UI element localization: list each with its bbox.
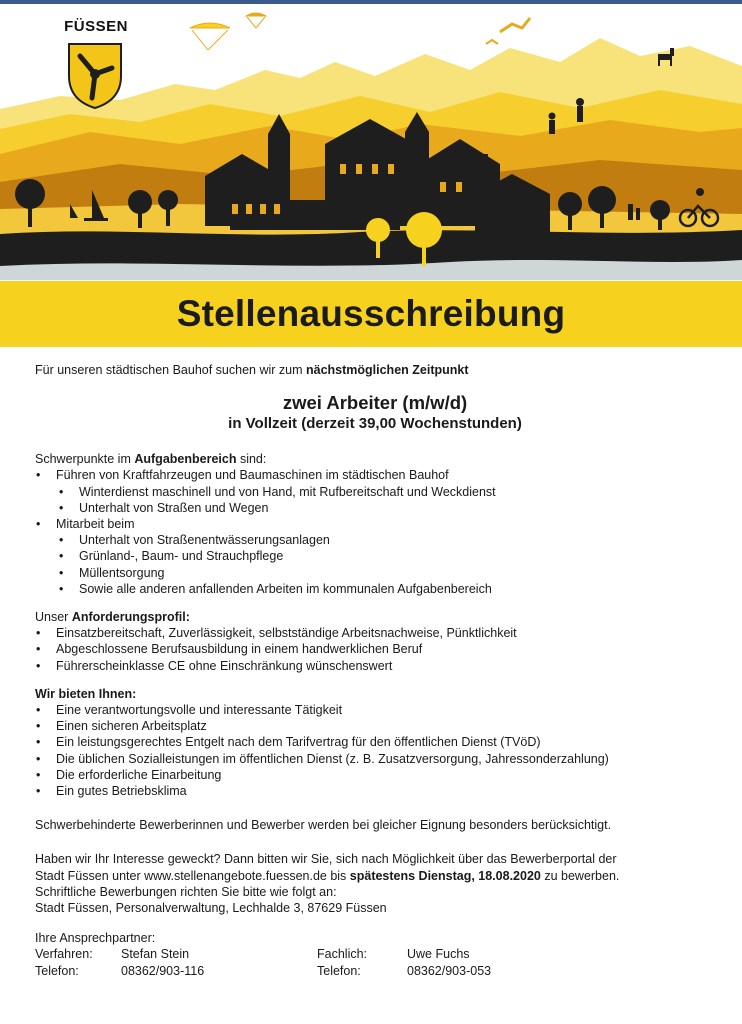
list-item: • Mitarbeit beim (35, 516, 715, 532)
list-item: • Die erforderliche Einarbeitung (35, 767, 715, 783)
phone-subject: 08362/903-053 (407, 963, 492, 978)
list-item: • Führerscheinklasse CE ohne Einschränkung wünschenswert (35, 658, 715, 674)
contacts-row-phones (35, 963, 715, 979)
apply-text-3: Schriftliche Bewerbungen richten Sie bitte wie folgt an: (35, 884, 337, 899)
name-procedure: Stefan Stein (121, 947, 190, 962)
coat-of-arms-icon (69, 44, 121, 108)
tasks-list (35, 467, 715, 483)
contacts-row-names (35, 946, 715, 962)
job-title-block (35, 392, 715, 433)
job-title: zwei Arbeiter (m/w/d) (282, 392, 468, 414)
tasks-heading: Schwerpunkte im Aufgabenbereich sind: (35, 452, 267, 467)
requirements-heading: Unser Anforderungsprofil: (35, 610, 190, 625)
apply-text-2: Stadt Füssen unter www.stellenangebote.fuessen.de bis spätestens Dienstag, 18.08.2020 zu bewerben. (35, 868, 620, 883)
tasks-sublist (35, 484, 715, 516)
name-subject: Uwe Fuchs (407, 947, 470, 962)
label-phone: Telefon: (35, 963, 79, 978)
job-posting-body (35, 362, 715, 979)
label-subject: Fachlich: (317, 947, 368, 962)
list-item: • Abgeschlossene Berufsausbildung in einem handwerklichen Beruf (35, 641, 715, 657)
job-hours: in Vollzeit (derzeit 39,00 Wochenstunden) (228, 415, 522, 433)
postal-address: Stadt Füssen, Personalverwaltung, Lechhalde 3, 87629 Füssen (35, 901, 387, 916)
list-item: • Müllentsorgung (35, 565, 715, 581)
list-item: • Einen sicheren Arbeitsplatz (35, 718, 715, 734)
landscape-illustration (0, 4, 742, 280)
list-item: • Ein gutes Betriebsklima (35, 783, 715, 799)
requirements-list (35, 625, 715, 674)
page-title: Stellenausschreibung (176, 293, 566, 334)
intro-text: Für unseren städtischen Bauhof suchen wir zum nächstmöglichen Zeitpunkt (35, 363, 469, 377)
offer-list (35, 702, 715, 799)
apply-text-1: Haben wir Ihr Interesse geweckt? Dann bitten wir Sie, sich nach Möglichkeit über das Bewerberportal der (35, 852, 617, 867)
disability-note: Schwerbehinderte Bewerberinnen und Bewerber werden bei gleicher Eignung besonders berücksichtigt. (35, 818, 612, 833)
header-illustration (0, 4, 742, 280)
offer-heading: Wir bieten Ihnen: (35, 686, 137, 701)
label-procedure: Verfahren: (35, 947, 93, 962)
tasks-list (35, 516, 715, 532)
list-item: • Führen von Kraftfahrzeugen und Baumaschinen im städtischen Bauhof (35, 467, 715, 483)
list-item: • Sowie alle anderen anfallenden Arbeiten im kommunalen Aufgabenbereich (35, 581, 715, 597)
list-item: • Grünland-, Baum- und Strauchpflege (35, 548, 715, 564)
list-item: • Eine verantwortungsvolle und interessante Tätigkeit (35, 702, 715, 718)
list-item: • Unterhalt von Straßen und Wegen (35, 500, 715, 516)
contacts-block (35, 930, 715, 979)
contacts-heading: Ihre Ansprechpartner: (35, 931, 156, 946)
list-item: • Unterhalt von Straßenentwässerungsanlagen (35, 532, 715, 548)
list-item: • Ein leistungsgerechtes Entgelt nach dem Tarifvertrag für den öffentlichen Dienst (TVöD) (35, 734, 715, 750)
tasks-sublist (35, 532, 715, 597)
list-item: • Die üblichen Sozialleistungen im öffentlichen Dienst (z. B. Zusatzversorgung, Jahressonderzahlung) (35, 751, 715, 767)
label-phone: Telefon: (317, 963, 361, 978)
list-item: • Einsatzbereitschaft, Zuverlässigkeit, selbstständige Arbeitsnachweise, Pünktlichkeit (35, 625, 715, 641)
title-band (0, 281, 742, 347)
phone-procedure: 08362/903-116 (121, 963, 205, 978)
logo-text: FÜSSEN (64, 18, 128, 35)
list-item: • Winterdienst maschinell und von Hand, mit Rufbereitschaft und Weckdienst (35, 484, 715, 500)
